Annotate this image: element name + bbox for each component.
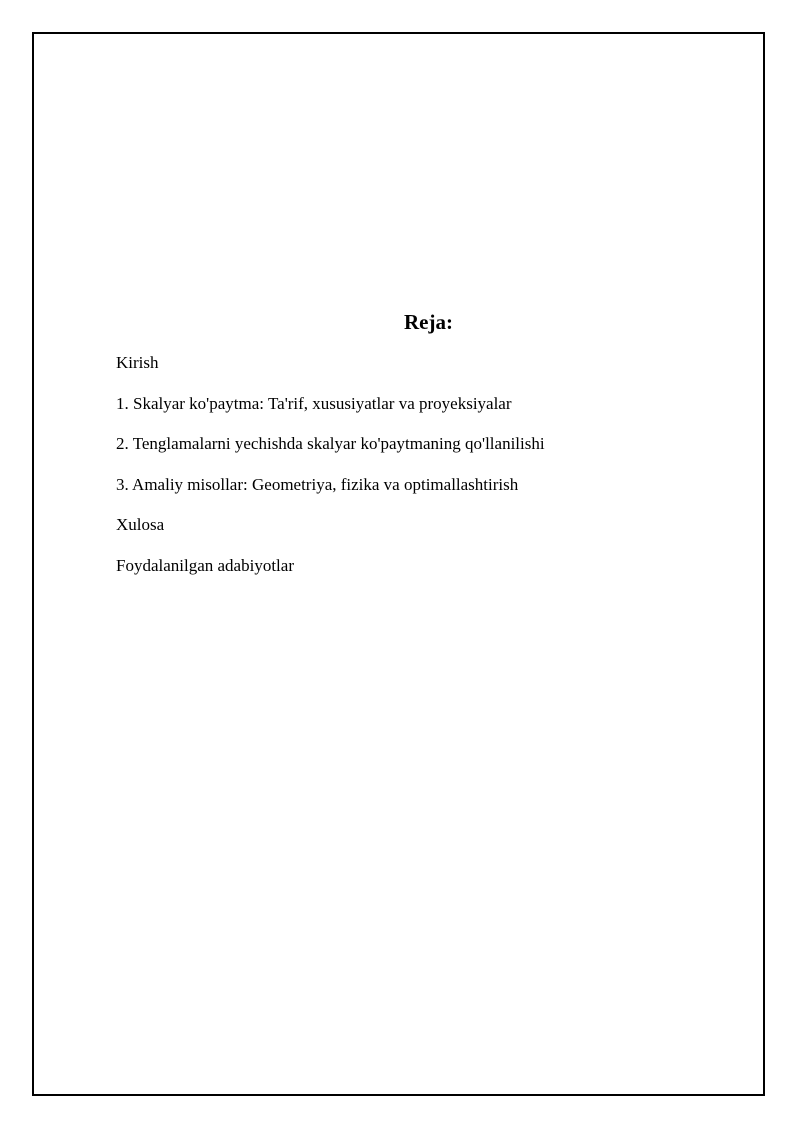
toc-item-chapter-2: 2. Tenglamalarni yechishda skalyar ko'paytmaning qo'llanilishi bbox=[116, 434, 545, 454]
toc-item-conclusion: Xulosa bbox=[116, 515, 165, 535]
toc-item-introduction: Kirish bbox=[116, 353, 159, 372]
page-title: Reja: bbox=[404, 310, 453, 334]
table-of-contents bbox=[116, 352, 545, 596]
toc-item-chapter-3: 3. Amaliy misollar: Geometriya, fizika va optimallashtirish bbox=[116, 474, 519, 494]
toc-item-chapter-1: 1. Skalyar ko'paytma: Ta'rif, xususiyatlar va proyeksiyalar bbox=[116, 393, 512, 413]
page-border bbox=[32, 32, 765, 1096]
toc-item-references: Foydalanilgan adabiyotlar bbox=[116, 555, 294, 575]
